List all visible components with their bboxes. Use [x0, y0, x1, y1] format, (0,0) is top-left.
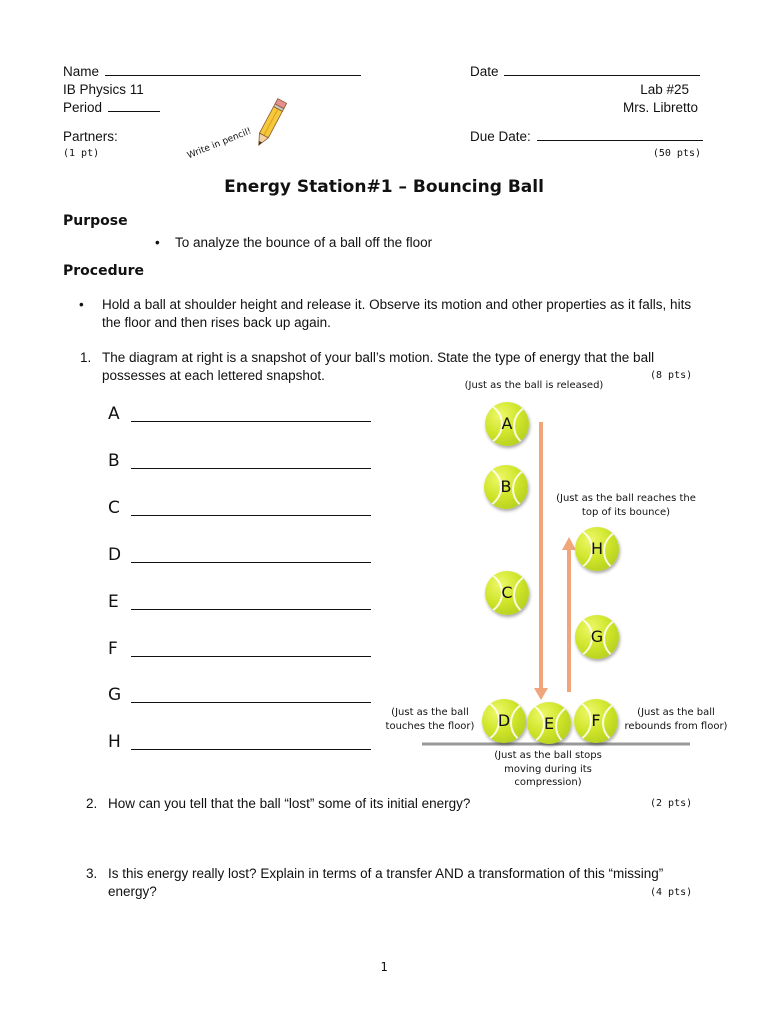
note-rebounds: (Just as the ball rebounds from floor) [624, 707, 728, 732]
partners-label: Partners: [63, 129, 118, 144]
due-date-field[interactable] [470, 129, 703, 144]
bounce-diagram [380, 370, 740, 790]
answer-letter: E [108, 592, 119, 612]
procedure-bullet-marker: • [79, 297, 84, 312]
teacher-name: Mrs. Libretto [622, 100, 698, 115]
purpose-heading: Purpose [63, 213, 128, 229]
answer-letter: A [108, 404, 120, 424]
note-released: (Just as the ball is released) [464, 380, 604, 391]
ball-a: A [485, 402, 529, 446]
partners-points: (1 pt) [63, 148, 100, 159]
total-points: (50 pts) [652, 148, 701, 159]
pencil-icon [250, 94, 290, 154]
purpose-item-text: To analyze the bounce of a ball off the floor [175, 235, 433, 250]
answer-blank[interactable] [131, 749, 371, 750]
note-compression: (Just as the ball stops moving during its compression) [494, 750, 602, 788]
date-field[interactable] [470, 64, 700, 79]
question-2-points: (2 pts) [650, 798, 693, 809]
date-label: Date [470, 64, 499, 79]
period-field[interactable] [63, 100, 160, 115]
answer-letter: B [108, 451, 120, 471]
ball-h: H [575, 527, 619, 571]
answer-letter: F [108, 639, 118, 659]
purpose-item [155, 234, 432, 252]
question-1-number: 1. [80, 350, 92, 365]
due-date-blank[interactable] [537, 140, 703, 141]
answer-letter: C [108, 498, 120, 518]
answer-blank[interactable] [131, 702, 371, 703]
answer-letter: G [108, 685, 122, 705]
ball-b: B [484, 465, 528, 509]
period-label: Period [63, 100, 103, 115]
name-field[interactable] [63, 64, 361, 79]
question-1-text: The diagram at right is a snapshot of your ball’s motion. State the type of energy that the ball possesses at each lettered snapshot. [102, 350, 655, 383]
procedure-bullet-text: Hold a ball at shoulder height and release it. Observe its motion and other properties as it falls, hits the floor and then rises back up again. [102, 297, 692, 330]
answer-blank[interactable] [131, 468, 371, 469]
note-top-of-bounce: (Just as the ball reaches the top of its bounce) [556, 493, 696, 518]
answer-blank[interactable] [131, 609, 371, 610]
due-date-label: Due Date: [470, 129, 531, 144]
date-blank[interactable] [504, 75, 700, 76]
lab-number: Lab #25 [640, 82, 689, 97]
ball-e: E [527, 702, 571, 744]
bullet: • [155, 235, 160, 250]
page-number: 1 [380, 960, 388, 974]
pencil-note: Write in pencil! [186, 126, 253, 162]
period-blank[interactable] [108, 111, 160, 112]
up-arrow-head [562, 537, 576, 550]
name-blank[interactable] [105, 75, 361, 76]
procedure-heading: Procedure [63, 263, 144, 279]
question-3-points: (4 pts) [650, 887, 693, 898]
question-1-points: (8 pts) [650, 370, 693, 381]
answer-letter: D [108, 545, 122, 565]
question-3-number: 3. [86, 866, 98, 881]
question-3-text: Is this energy really lost? Explain in terms of a transfer AND a transformation of this “missing” energy? [108, 866, 664, 899]
answer-blank[interactable] [131, 421, 371, 422]
note-touches-floor: (Just as the ball touches the floor) [385, 707, 475, 732]
ball-f: F [574, 699, 618, 743]
page-title: Energy Station#1 – Bouncing Ball [224, 177, 544, 197]
ball-d: D [482, 699, 526, 743]
answer-blank[interactable] [131, 656, 371, 657]
ball-g: G [575, 615, 619, 659]
name-label: Name [63, 64, 100, 79]
course-label: IB Physics 11 [63, 82, 144, 97]
question-2-number: 2. [86, 796, 98, 811]
question-2-text: How can you tell that the ball “lost” some of its initial energy? [108, 796, 471, 811]
ball-c: C [485, 571, 529, 615]
down-arrow-head [534, 688, 548, 700]
answer-letter: H [108, 732, 121, 752]
answer-blank[interactable] [131, 515, 371, 516]
answer-blank[interactable] [131, 562, 371, 563]
